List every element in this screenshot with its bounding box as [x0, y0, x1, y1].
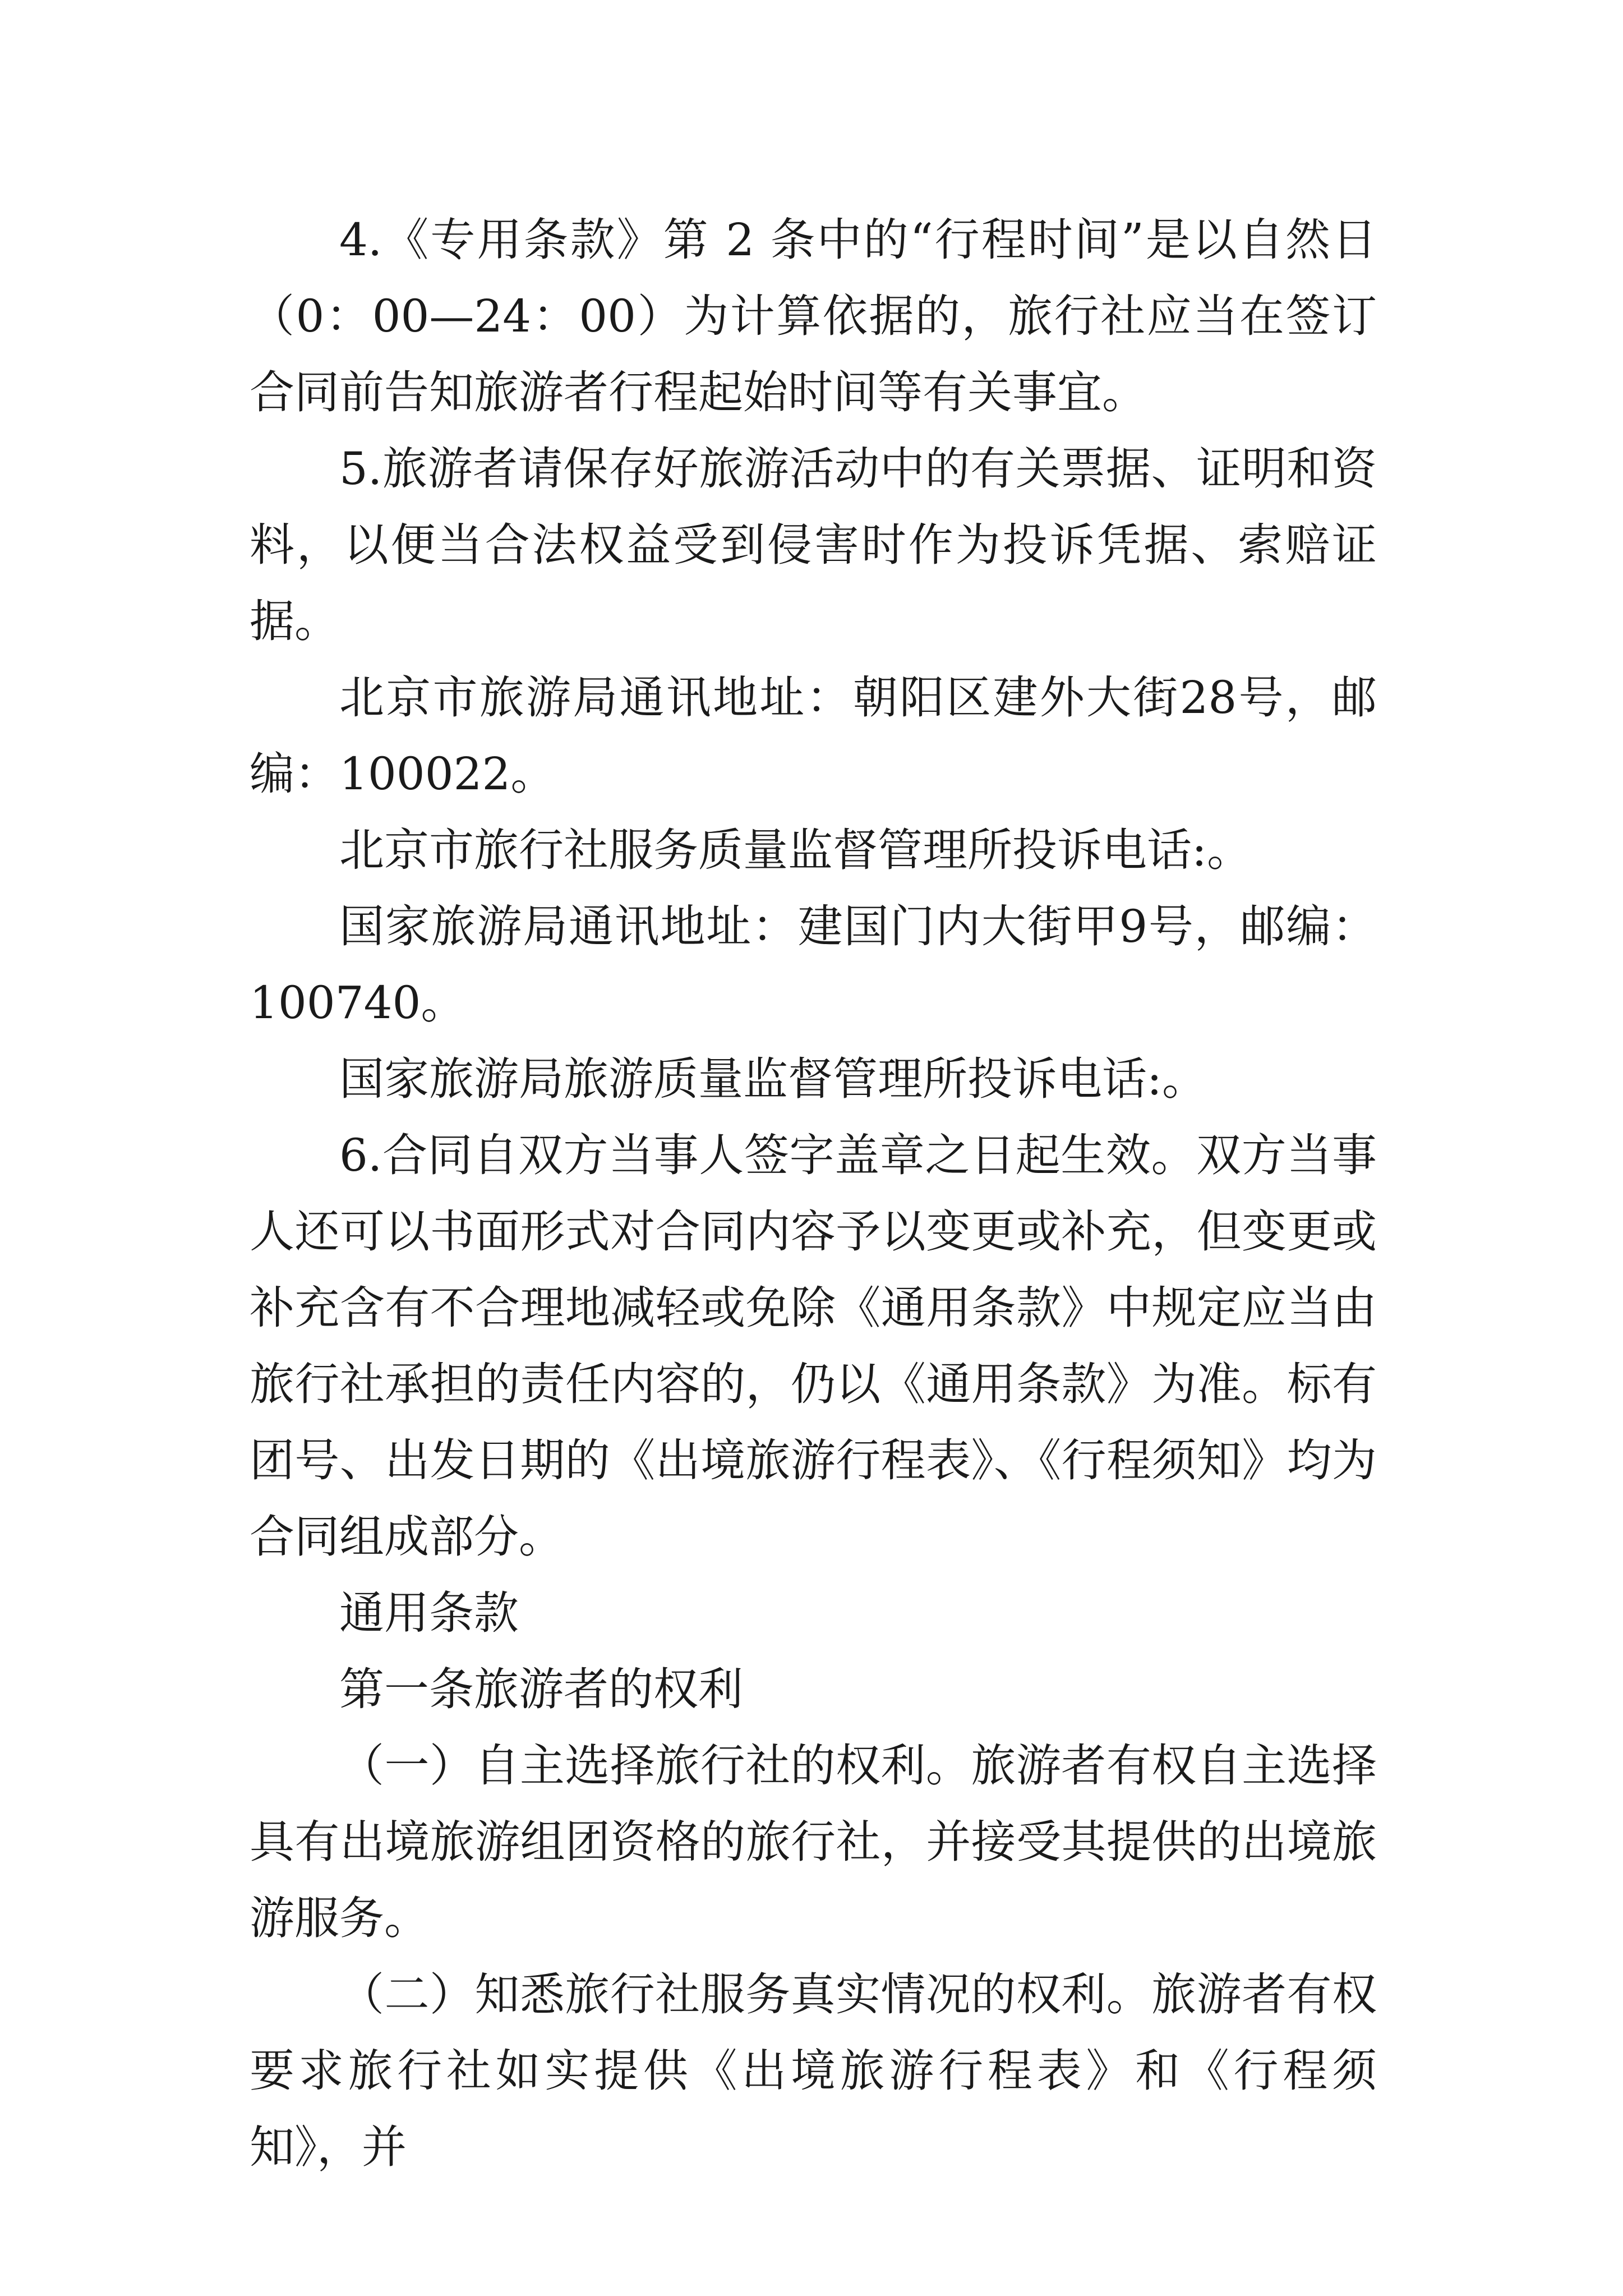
paragraph-national-complaint-phone: 国家旅游局旅游质量监督管理所投诉电话:。 [339, 1053, 1207, 1105]
paragraph-beijing-bureau-address: 北京市旅游局通讯地址：朝阳区建外大街28号，邮编：100022。 [250, 671, 1377, 800]
paragraph-itinerary-time: 4.《专用条款》第 2 条中的“行程时间”是以自然日（0：00—24：00）为计算依据的，旅行社应当在签订合同前告知旅游者行程起始时间等有关事宜。 [250, 214, 1377, 418]
paragraph-contract-effective: 6.合同自双方当事人签字盖章之日起生效。双方当事人还可以书面形式对合同内容予以变更或补充，但变更或补充含有不合理地减轻或免除《通用条款》中规定应当由旅行社承担的责任内容的，仍以《通用条款》为准。标有团号、出发日期的《出境旅游行程表》、《行程须知》均为合同组成部分。 [250, 1129, 1377, 1563]
paragraph-beijing-complaint-phone: 北京市旅行社服务质量监督管理所投诉电话:。 [339, 824, 1252, 876]
contract-text-body [250, 202, 1377, 2185]
article-heading-tourist-rights: 第一条旅游者的权利 [339, 1663, 743, 1715]
paragraph-keep-receipts: 5.旅游者请保存好旅游活动中的有关票据、证明和资料，以便当合法权益受到侵害时作为投诉凭据、索赔证据。 [250, 443, 1377, 647]
section-heading-general-terms: 通用条款 [339, 1587, 519, 1639]
paragraph-right-to-know: （二）知悉旅行社服务真实情况的权利。旅游者有权要求旅行社如实提供《出境旅游行程表》和《行程须知》，并 [250, 1968, 1377, 2173]
paragraph-national-bureau-address: 国家旅游局通讯地址：建国门内大街甲9号，邮编：100740。 [250, 900, 1377, 1029]
paragraph-right-to-choose: （一）自主选择旅行社的权利。旅游者有权自主选择具有出境旅游组团资格的旅行社，并接受其提供的出境旅游服务。 [250, 1740, 1377, 1944]
